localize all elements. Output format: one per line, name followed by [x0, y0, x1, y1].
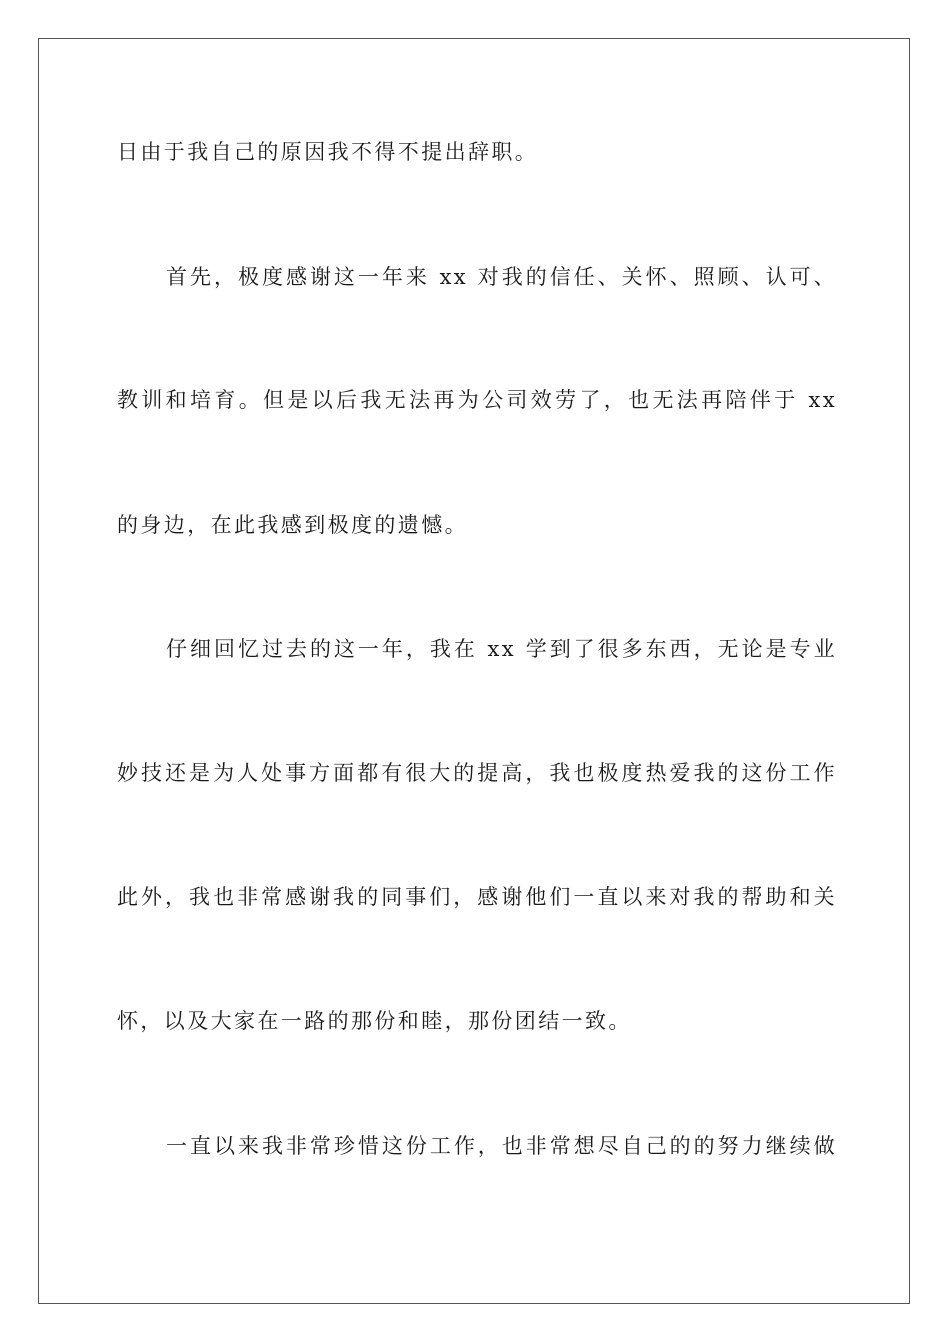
text-line-5: 仔细回忆过去的这一年，我在 xx 学到了很多东西，无论是专业 [166, 637, 837, 661]
text-line-2: 首先，极度感谢这一年来 xx 对我的信任、关怀、照顾、认可、 [166, 265, 837, 289]
text-line-3: 教训和培育。但是以后我无法再为公司效劳了，也无法再陪伴于 xx [117, 388, 837, 412]
text-line-6: 妙技还是为人处事方面都有很大的提高，我也极度热爱我的这份工作 [117, 761, 837, 785]
page-border [38, 38, 910, 1304]
text-line-9: 一直以来我非常珍惜这份工作，也非常想尽自己的的努力继续做 [166, 1134, 837, 1158]
text-line-4: 的身边，在此我感到极度的遗憾。 [117, 513, 468, 537]
text-line-7: 此外，我也非常感谢我的同事们，感谢他们一直以来对我的帮助和关 [117, 885, 837, 909]
text-line-1: 日由于我自己的原因我不得不提出辞职。 [117, 140, 539, 164]
text-line-8: 怀，以及大家在一路的那份和睦，那份团结一致。 [117, 1009, 632, 1033]
